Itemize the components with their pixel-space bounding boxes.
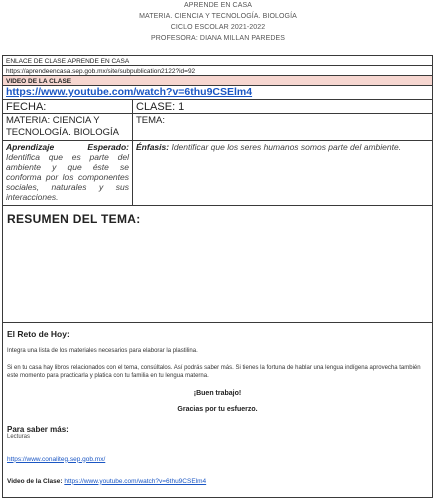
video-url-row (3, 86, 432, 100)
class-worksheet-table (2, 55, 433, 498)
aprendizaje-label: Aprendizaje Esperado: (6, 142, 129, 152)
reto-section (3, 323, 432, 497)
video-footer-link[interactable]: https://www.youtube.com/watch?v=6thu9CSElm4 (64, 477, 207, 485)
video-label: VIDEO DE LA CLASE (6, 78, 72, 85)
video-footer-line (7, 478, 428, 485)
document-header (0, 0, 436, 44)
conaliteg-link[interactable]: https://www.conaliteg.sep.gob.mx/ (7, 455, 106, 463)
enlace-label: ENLACE DE CLASE APRENDE EN CASA (6, 58, 130, 65)
tema-field: TEMA: (136, 115, 166, 126)
aprendizaje-text: Identifica que es parte del ambiente y que éste se conforma por los componentes sociales, naturales y sus interacciones. (6, 152, 129, 202)
materia-tema-row (3, 114, 432, 141)
enlace-label-row (3, 56, 432, 66)
reto-paragraph-1: Integra una lista de los materiales necesarios para elaborar la plastilina. (7, 348, 198, 354)
saber-mas-title: Para saber más: (7, 424, 69, 434)
gracias-text: Gracias por tu esfuerzo. (177, 405, 258, 413)
resumen-row (3, 206, 432, 323)
enfasis-label: Énfasis: (136, 142, 170, 152)
buen-trabajo-text: ¡Buen trabajo! (193, 389, 242, 397)
lecturas-label: Lecturas (7, 433, 31, 440)
video-footer-label: Video de la Clase: (7, 477, 63, 485)
header-line-3: CICLO ESCOLAR 2021-2022 (170, 24, 266, 31)
reto-title: El Reto de Hoy: (7, 329, 70, 339)
fecha-field: FECHA: (3, 100, 133, 113)
aprendizaje-cell (3, 141, 133, 205)
reto-paragraph-2: Si en tu casa hay libros relacionados con el tema, consúltalos. Así podrás saber más. Si tienes la fortuna de hablar una lengua indígena aprovecha también este momento para practicarla y platica con tu familia en tu lengua materna. (7, 364, 421, 379)
enfasis-cell (133, 141, 432, 205)
header-line-2: MATERIA. CIENCIA Y TECNOLOGÍA. BIOLOGÍA (139, 13, 297, 20)
video-url-link[interactable]: https://www.youtube.com/watch?v=6thu9CSElm4 (6, 86, 253, 98)
enlace-url[interactable]: https://aprendeencasa.sep.gob.mx/site/subpublication2122?id=92 (6, 68, 196, 75)
fecha-clase-row (3, 100, 432, 114)
video-label-row (3, 76, 432, 86)
resumen-title: RESUMEN DEL TEMA: (7, 212, 141, 226)
header-line-4: PROFESORA: DIANA MILLAN PAREDES (150, 35, 286, 42)
enfasis-text: Identificar que los seres humanos somos parte del ambiente. (171, 142, 402, 152)
clase-field: CLASE: 1 (136, 101, 185, 113)
materia-field: MATERIA: CIENCIA Y TECNOLOGÍA. BIOLOGÍA (3, 114, 133, 140)
enlace-url-row (3, 66, 432, 76)
header-line-1: APRENDE EN CASA (183, 2, 253, 9)
aprendizaje-enfasis-row (3, 141, 432, 206)
